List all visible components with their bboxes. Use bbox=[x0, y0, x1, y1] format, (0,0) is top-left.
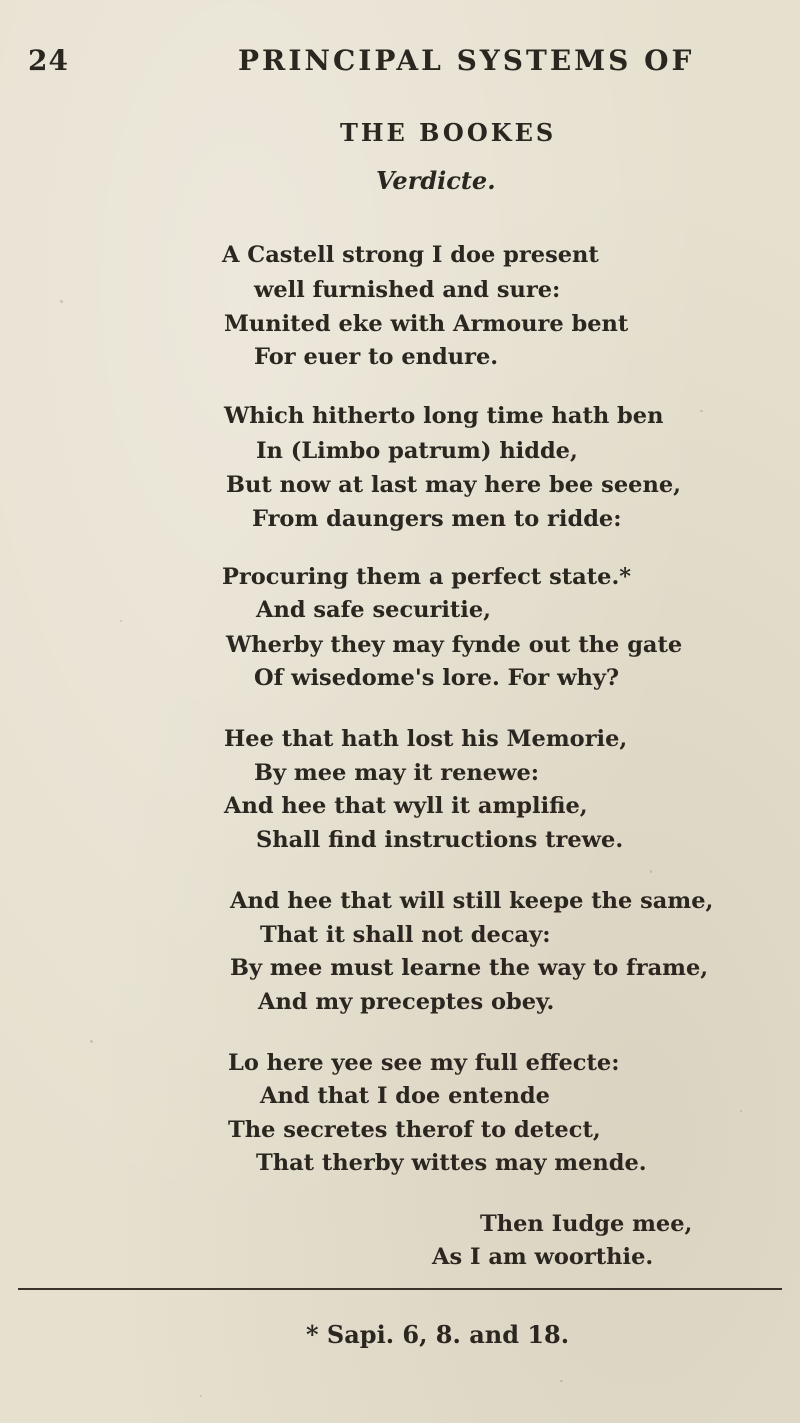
running-head: PRINCIPAL SYSTEMS OF bbox=[238, 44, 695, 77]
paper-speck bbox=[650, 870, 652, 873]
verse-line: Which hitherto long time hath ben bbox=[224, 403, 664, 429]
verse-line: And hee that wyll it amplifie, bbox=[224, 793, 588, 819]
verse-line: Shall find instructions trewe. bbox=[256, 827, 624, 853]
book-subtitle: Verdicte. bbox=[376, 166, 496, 195]
paper-speck bbox=[560, 1380, 563, 1382]
paper-speck bbox=[120, 620, 122, 622]
verse-line: Procuring them a perfect state.* bbox=[222, 564, 632, 590]
verse-line: And safe securitie, bbox=[256, 597, 491, 623]
verse-line: And that I doe entende bbox=[260, 1083, 550, 1109]
verse-line: By mee must learne the way to frame, bbox=[230, 955, 709, 981]
verse-line: And my preceptes obey. bbox=[258, 989, 555, 1015]
verse-line: Munited eke with Armoure bent bbox=[224, 311, 629, 337]
verse-line: A Castell strong I doe present bbox=[222, 242, 599, 268]
verse-line: That therby wittes may mende. bbox=[256, 1150, 647, 1176]
verse-line: For euer to endure. bbox=[254, 344, 499, 370]
footnote-rule bbox=[18, 1288, 782, 1290]
paper-speck bbox=[60, 300, 63, 303]
verse-line: Hee that hath lost his Memorie, bbox=[224, 726, 628, 752]
paper-speck bbox=[700, 410, 703, 412]
verse-line: The secretes therof to detect, bbox=[228, 1117, 601, 1143]
verse-line: In (Limbo patrum) hidde, bbox=[256, 438, 578, 464]
verse-line: Lo here yee see my full effecte: bbox=[228, 1050, 620, 1076]
paper-speck bbox=[740, 1110, 742, 1112]
paper-speck bbox=[90, 1040, 93, 1043]
page-number: 24 bbox=[28, 44, 69, 77]
verse-line: Wherby they may fynde out the gate bbox=[226, 632, 683, 658]
verse-line: But now at last may here bee seene, bbox=[226, 472, 681, 498]
verse-line: As I am woorthie. bbox=[432, 1244, 654, 1270]
verse-line: And hee that will still keepe the same, bbox=[230, 888, 714, 914]
verse-line: That it shall not decay: bbox=[260, 922, 551, 948]
paper-speck bbox=[200, 1395, 202, 1397]
verse-line: By mee may it renewe: bbox=[254, 760, 540, 786]
verse-line: Then Iudge mee, bbox=[480, 1211, 693, 1237]
verse-line: well furnished and sure: bbox=[254, 277, 561, 303]
verse-line: From daungers men to ridde: bbox=[252, 506, 622, 532]
book-title: THE BOOKES bbox=[340, 118, 557, 147]
footnote: * Sapi. 6, 8. and 18. bbox=[306, 1320, 570, 1349]
verse-line: Of wisedome's lore. For why? bbox=[254, 665, 620, 691]
